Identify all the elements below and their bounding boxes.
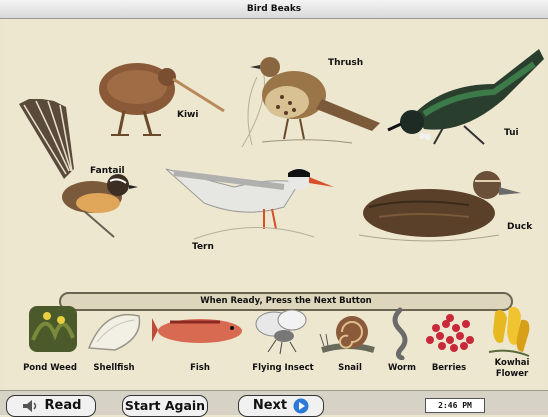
thrush-label: Thrush: [328, 58, 364, 68]
play-arrow-icon: [293, 398, 309, 414]
tern-bird[interactable]: [164, 157, 339, 247]
read-label: Read: [44, 398, 82, 413]
fantail-bird[interactable]: [14, 99, 149, 239]
food-label-pond-weed: Pond Weed: [23, 363, 77, 373]
food-label-kowhai-flower: Kowhai Flower: [494, 358, 530, 379]
berries-icon[interactable]: [420, 310, 480, 354]
tui-label: Tui: [504, 128, 519, 138]
pond-weed-icon[interactable]: [25, 300, 80, 355]
window-title: Bird Beaks: [0, 0, 548, 19]
fish-icon[interactable]: [150, 312, 246, 350]
clock-display: 2:46 PM: [425, 398, 485, 413]
kowhai-flower-icon[interactable]: [485, 302, 535, 360]
next-label: Next: [252, 398, 288, 413]
duck-bird[interactable]: [349, 167, 524, 247]
food-label-fish: Fish: [190, 363, 210, 373]
food-label-shellfish: Shellfish: [93, 363, 135, 373]
shellfish-icon[interactable]: [85, 308, 143, 353]
duck-label: Duck: [507, 222, 533, 232]
bottom-toolbar: [0, 390, 548, 415]
food-label-worm: Worm: [388, 363, 416, 373]
food-label-berries: Berries: [431, 363, 467, 373]
food-label-snail: Snail: [338, 363, 362, 373]
food-label-flying-insect: Flying Insect: [252, 363, 314, 373]
kiwi-label: Kiwi: [177, 110, 199, 120]
fantail-label: Fantail: [90, 166, 125, 176]
flying-insect-icon[interactable]: [252, 306, 314, 356]
tui-bird[interactable]: [384, 44, 544, 154]
instruction-banner: When Ready, Press the Next Button: [59, 292, 513, 311]
worm-icon[interactable]: [386, 306, 416, 360]
snail-icon[interactable]: [318, 312, 378, 356]
speaker-icon: [21, 398, 39, 414]
tern-label: Tern: [192, 242, 214, 252]
start-again-label: Start Again: [124, 398, 206, 413]
